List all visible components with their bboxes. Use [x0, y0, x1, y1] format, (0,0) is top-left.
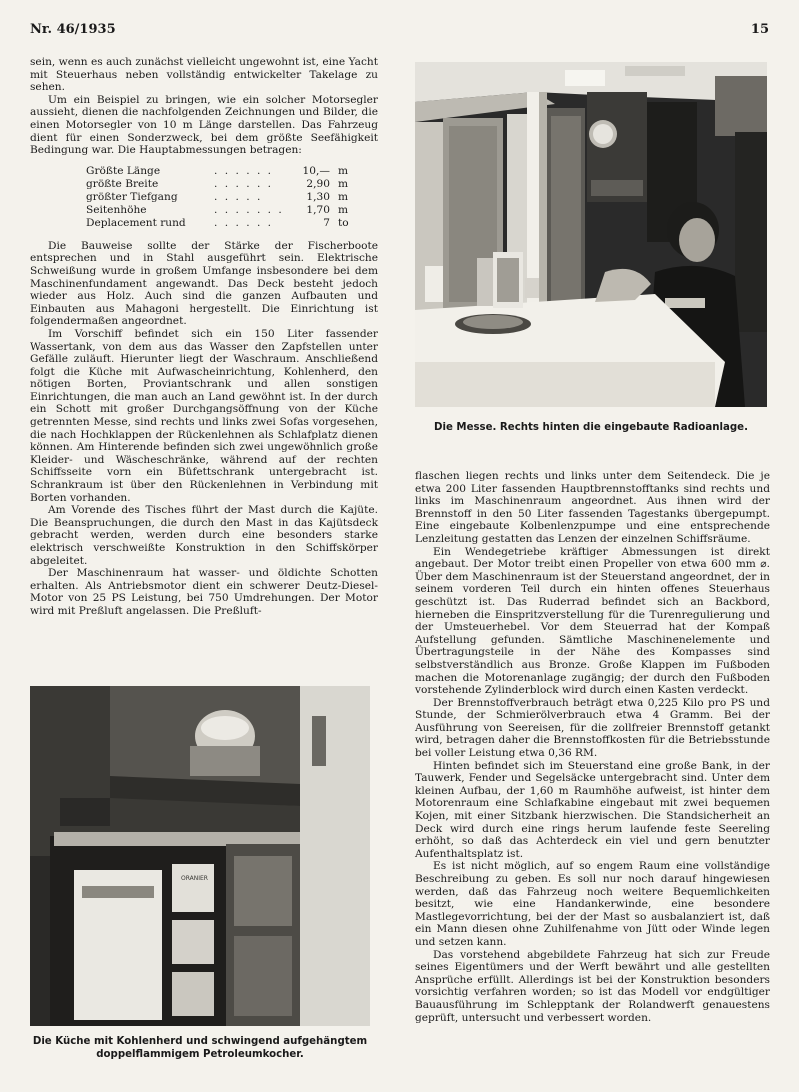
messe-photo	[415, 62, 767, 407]
issue-number: Nr. 46/1935	[30, 22, 116, 37]
dimension-value: 7	[323, 216, 330, 229]
paragraph: Es ist nicht möglich, auf so engem Raum eine vollständige Beschreibung zu geben. Es soll nur noch darauf hingewiesen werden, daß das Fahrzeug noch weitere Bequemlichkeiten besitzt, wie eine Handankerwinde, eine besondere Mastlegevorrichtung, bei der der Mast so ausbalanziert ist, daß ein Mann diesen ohne Zuhilfenahme von Jütt oder Winde legen und setzen kann.	[415, 860, 770, 948]
paragraph: Die Bauweise sollte der Stärke der Fischerboote entsprechen und in Stahl ausgeführt sein. Elektrische Schweißung wurde in großem Umfange insbesondere bei dem Maschinenfundament angewandt. Das Deck besteht jedoch wieder aus Holz. Auch sind die ganzen Aufbauten und Einbauten aus Mahagoni hergestellt. Die Einrichtung ist folgendermaßen angeordnet.	[30, 239, 378, 328]
dimension-row	[86, 178, 366, 191]
page-header	[30, 22, 769, 42]
page-number: 15	[750, 22, 769, 37]
dimension-dots: . . . . .	[214, 190, 263, 203]
dimension-label: Deplacement rund	[86, 216, 186, 229]
kueche-caption: Die Küche mit Kohlenherd und schwingend aufgehängtem doppelflammigem Petroleumkocher.	[32, 1036, 368, 1060]
paragraph: sein, wenn es auch zunächst vielleicht ungewohnt ist, eine Yacht mit Steuerhaus neben vollständig entwickelter Takelage zu sehen.	[30, 56, 379, 94]
dimension-value: 1,30	[306, 190, 330, 203]
right-text-column	[415, 470, 770, 1024]
paragraph: Der Brennstoffverbrauch beträgt etwa 0,225 Kilo pro PS und Stunde, der Schmierölverbrauch etwa 4 Gramm. Bei der Ausführung von Seereisen, für die zollfreier Brennstoff getankt wird, betragen daher die Brennstoffkosten für die Betriebsstunde bei voller Leistung etwa 0,36 RM.	[415, 696, 770, 760]
dimension-dots: . . . . . .	[214, 164, 274, 177]
dimension-value: 1,70	[306, 203, 330, 216]
paragraph: Hinten befindet sich im Steuerstand eine große Bank, in der Tauwerk, Fender und Segelsäcke untergebracht sind. Unter dem kleinen Aufbau, der 1,60 m Raumhöhe aufweist, ist hinter dem Motorenraum eine Schlafkabine eingebaut mit zwei bequemen Kojen, mit einer Sitzbank hierzwischen. Die Standsicherheit an Deck wird durch eine rings herum laufende feste Seereling erhöht, so daß das Achterdeck ein viel und gern benutzter Aufenthaltsplatz ist.	[415, 759, 770, 860]
dimension-row	[86, 191, 366, 204]
dimension-value: 10,—	[302, 164, 330, 177]
dimension-unit: m	[338, 203, 349, 216]
dimension-row	[86, 165, 366, 178]
dimension-value: 2,90	[306, 177, 330, 190]
stove-label: ORANIER	[181, 875, 208, 882]
dimension-unit: m	[338, 190, 349, 203]
dimension-unit: m	[338, 164, 349, 177]
paragraph: Ein Wendegetriebe kräftiger Abmessungen ist direkt angebaut. Der Motor treibt einen Propeller von etwa 600 mm ⌀. Über dem Maschinenraum ist der Steuerstand angeordnet, der in seinem vorderen Teil durch ein hinten offenes Steuerhaus geschützt ist. Das Ruderrad befindet sich an Backbord, hierneben die Einspritzverstellung für die Turenregulierung und der Umsteuerhebel. Vor dem Steuerrad hat der Kompaß Aufstellung gefunden. Sämtliche Maschinenelemente und Übertragungsteile in der Nähe des Kompasses sind selbstverständlich aus Bronze. Große Klappen im Fußboden machen die Motorenanlage zugängig; der durch den Fußboden vorstehende Zylinderblock wird durch einen Kasten verdeckt.	[415, 545, 770, 697]
paragraph: Am Vorende des Tisches führt der Mast durch die Kajüte. Die Beanspruchungen, die durch den Mast in das Kajütsdeck gebracht werden, werden durch eine besonders starke elektrisch verschweißte Konstruktion in den Schiffskörper abgeleitet.	[30, 504, 378, 567]
dimensions-table	[86, 165, 366, 230]
messe-caption: Die Messe. Rechts hinten die eingebaute Radioanlage.	[434, 422, 748, 433]
dimension-dots: . . . . . .	[214, 177, 274, 190]
dimension-dots: . . . . . . .	[214, 203, 284, 216]
dimension-label: Seitenhöhe	[86, 203, 147, 216]
dimension-unit: m	[338, 177, 349, 190]
dimension-label: größter Tiefgang	[86, 190, 178, 203]
dimension-unit: to	[338, 216, 349, 229]
paragraph: Im Vorschiff befindet sich ein 150 Liter fassender Wassertank, von dem aus das Wasser den Zapfstellen unter Gefälle zuläuft. Hierunter liegt der Waschraum. Anschließend folgt die Küche mit Aufwascheinrichtung, Kohlenherd, den nötigen Borten, Proviantschrank und allen sonstigen Einrichtungen, die man auch an Land gewöhnt ist. In der durch ein Schott mit großer Durchgangsöffnung von der Küche getrennten Messe, sind rechts und links zwei Sofas vorgesehen, die nach Hochklappen der Rückenlehnen als Schlafplatz dienen können. Am Hinterende befinden sich zwei ungewöhnlich große Kleider- und Wäscheschränke, während auf der rechten Schiffsseite vorn ein Büfettschrank untergebracht ist. Schrankraum ist über den Rückenlehnen in Verbindung mit Borten vorhanden.	[30, 327, 378, 504]
paragraph: Um ein Beispiel zu bringen, wie ein solcher Motorsegler aussieht, dienen die nachfolgenden Zeichnungen und Bilder, die einen Motorsegler von 10 m Länge darstellen. Das Fahrzeug dient für einen Sonderzweck, bei dem größte Seefähigkeit Bedingung war. Die Hauptabmessungen betragen:	[30, 93, 378, 157]
left-text-column	[30, 56, 378, 618]
paragraph: Der Maschinenraum hat wasser- und öldichte Schotten erhalten. Als Antriebsmotor dient ein schwerer Deutz-Diesel-Motor von 25 PS Leistung, bei 750 Umdrehungen. Der Motor wird mit Preßluft angelassen. Die Preßluft-	[30, 567, 378, 617]
dimension-row	[86, 204, 366, 217]
paragraph: flaschen liegen rechts und links unter dem Seitendeck. Die je etwa 200 Liter fassenden Hauptbrennstofftanks sind rechts und links im Maschinenraum angeordnet. Aus ihnen wird der Brennstoff in den 50 Liter fassenden Tagestanks übergepumpt. Eine eingebaute Kolbenlenzpumpe und eine entsprechende Lenzleitung gestatten das Lenzen der einzelnen Schiffsräume.	[415, 470, 770, 545]
dimension-label: größte Breite	[86, 177, 159, 190]
paragraph: Das vorstehend abgebildete Fahrzeug hat sich zur Freude seines Eigentümers und der Werft bewährt und alle gestellten Ansprüche erfüllt. Allerdings ist bei der Konstruktion besonders vorsichtig verfahren worden; so ist das Modell vor endgültiger Bauausführung im Schlepptank der Rolandwerft genauestens geprüft, untersucht und verbessert worden.	[415, 948, 770, 1024]
dimension-row	[86, 217, 366, 230]
kueche-photo	[30, 686, 370, 1026]
dimension-dots: . . . . . .	[214, 216, 274, 229]
dimension-label: Größte Länge	[86, 164, 161, 177]
